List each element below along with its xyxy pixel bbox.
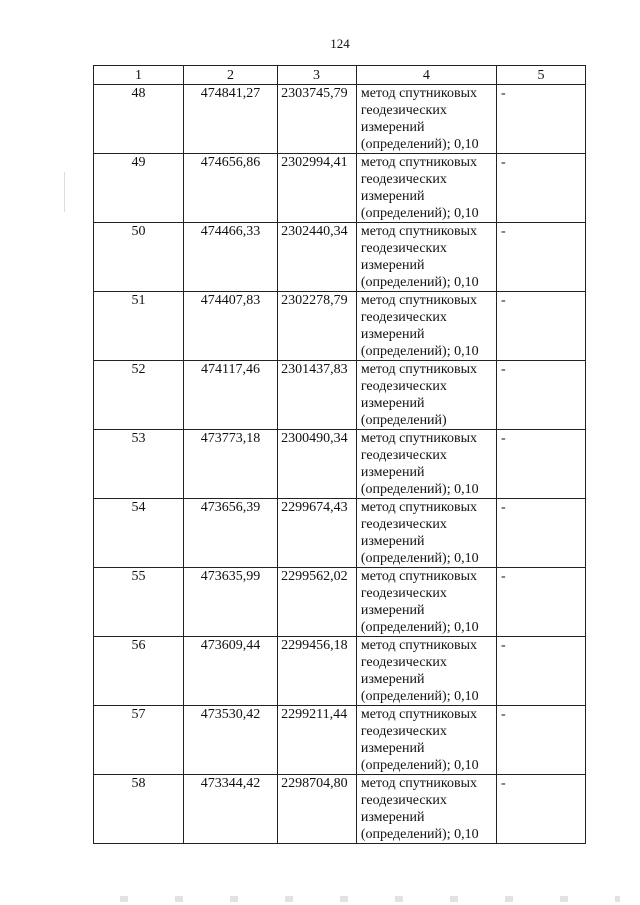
x-coordinate-cell: 474841,27 [184, 85, 278, 154]
header-col-1: 1 [94, 66, 184, 85]
x-coordinate-cell: 473344,42 [184, 775, 278, 844]
scan-artifact [120, 896, 620, 902]
y-coordinate-cell: 2303745,79 [278, 85, 357, 154]
note-cell: - [496, 499, 585, 568]
x-coordinate-cell: 473530,42 [184, 706, 278, 775]
table-header [94, 66, 586, 85]
note-cell: - [496, 637, 585, 706]
x-coordinate-cell: 474117,46 [184, 361, 278, 430]
table-row [94, 568, 586, 637]
point-number-cell: 50 [94, 223, 184, 292]
point-number-cell: 54 [94, 499, 184, 568]
header-col-4: 4 [356, 66, 496, 85]
y-coordinate-cell: 2302278,79 [278, 292, 357, 361]
point-number-cell: 57 [94, 706, 184, 775]
coordinates-table [93, 65, 586, 844]
method-cell: метод спутниковых геодезических измерений (определений); 0,10 [356, 637, 496, 706]
y-coordinate-cell: 2299456,18 [278, 637, 357, 706]
point-number-cell: 56 [94, 637, 184, 706]
table-row [94, 154, 586, 223]
point-number-cell: 58 [94, 775, 184, 844]
x-coordinate-cell: 473656,39 [184, 499, 278, 568]
table-row [94, 637, 586, 706]
note-cell: - [496, 223, 585, 292]
method-cell: метод спутниковых геодезических измерений (определений); 0,10 [356, 706, 496, 775]
note-cell: - [496, 361, 585, 430]
method-cell: метод спутниковых геодезических измерений (определений); 0,10 [356, 292, 496, 361]
note-cell: - [496, 154, 585, 223]
y-coordinate-cell: 2302994,41 [278, 154, 357, 223]
x-coordinate-cell: 474466,33 [184, 223, 278, 292]
x-coordinate-cell: 473773,18 [184, 430, 278, 499]
point-number-cell: 49 [94, 154, 184, 223]
method-cell: метод спутниковых геодезических измерений (определений); 0,10 [356, 430, 496, 499]
header-col-2: 2 [184, 66, 278, 85]
method-cell: метод спутниковых геодезических измерений (определений); 0,10 [356, 223, 496, 292]
note-cell: - [496, 775, 585, 844]
y-coordinate-cell: 2301437,83 [278, 361, 357, 430]
table-row [94, 499, 586, 568]
table-row [94, 706, 586, 775]
method-cell: метод спутниковых геодезических измерений (определений) [356, 361, 496, 430]
header-col-3: 3 [278, 66, 357, 85]
note-cell: - [496, 706, 585, 775]
note-cell: - [496, 292, 585, 361]
point-number-cell: 48 [94, 85, 184, 154]
point-number-cell: 52 [94, 361, 184, 430]
point-number-cell: 55 [94, 568, 184, 637]
header-row [94, 66, 586, 85]
scan-artifact [64, 172, 65, 212]
table-row [94, 85, 586, 154]
table-row [94, 361, 586, 430]
header-col-5: 5 [496, 66, 585, 85]
x-coordinate-cell: 474656,86 [184, 154, 278, 223]
x-coordinate-cell: 474407,83 [184, 292, 278, 361]
point-number-cell: 53 [94, 430, 184, 499]
method-cell: метод спутниковых геодезических измерений (определений); 0,10 [356, 775, 496, 844]
point-number-cell: 51 [94, 292, 184, 361]
table-row [94, 430, 586, 499]
method-cell: метод спутниковых геодезических измерений (определений); 0,10 [356, 154, 496, 223]
table-row [94, 292, 586, 361]
table-body [94, 85, 586, 844]
y-coordinate-cell: 2300490,34 [278, 430, 357, 499]
y-coordinate-cell: 2302440,34 [278, 223, 357, 292]
y-coordinate-cell: 2299211,44 [278, 706, 357, 775]
method-cell: метод спутниковых геодезических измерений (определений); 0,10 [356, 568, 496, 637]
x-coordinate-cell: 473635,99 [184, 568, 278, 637]
y-coordinate-cell: 2299562,02 [278, 568, 357, 637]
note-cell: - [496, 430, 585, 499]
y-coordinate-cell: 2299674,43 [278, 499, 357, 568]
table-row [94, 775, 586, 844]
note-cell: - [496, 568, 585, 637]
note-cell: - [496, 85, 585, 154]
x-coordinate-cell: 473609,44 [184, 637, 278, 706]
method-cell: метод спутниковых геодезических измерений (определений); 0,10 [356, 499, 496, 568]
method-cell: метод спутниковых геодезических измерений (определений); 0,10 [356, 85, 496, 154]
table-row [94, 223, 586, 292]
y-coordinate-cell: 2298704,80 [278, 775, 357, 844]
page-number: 124 [330, 36, 350, 51]
